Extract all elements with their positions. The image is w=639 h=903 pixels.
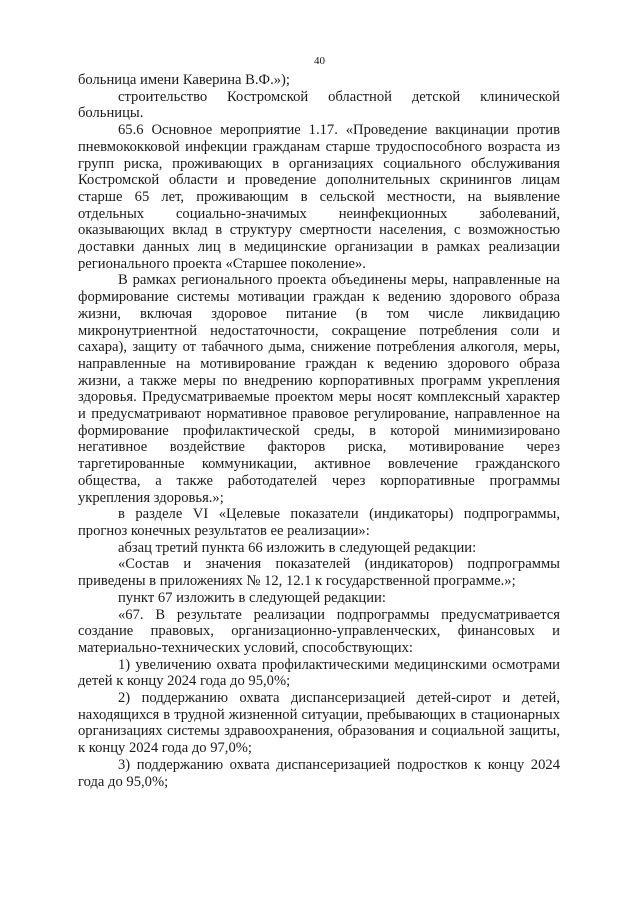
page-number: 40 — [314, 55, 325, 67]
paragraph: В рамках регионального проекта объединены меры, направленные на формирование системы мотивации граждан к ведению здорового образа жизни, включая здоровое питание (в том числе ликвидацию микронутриентной недостаточности, сокращение потребления соли и сахара), защиту от табачного дыма, снижение потребления алкоголя, меры, направленные на мотивирование граждан к ведению здорового образа жизни, а также меры по внедрению корпоративных программ укрепления здоровья. Предусматриваемые проектом меры носят комплексный характер и предусматривают нормативное правовое регулирование, направленное на формирование профилактической среды, в которой минимизировано негативное воздействие факторов риска, мотивирование через таргетированные коммуникации, активное вовлечение гражданского общества, а также работодателей через корпоративные программы укрепления здоровья.»; — [78, 272, 560, 506]
paragraph: в разделе VI «Целевые показатели (индикаторы) подпрограммы, прогноз конечных результатов ее реализации»: — [78, 506, 560, 539]
list-item: 3) поддержанию охвата диспансеризацией подростков к концу 2024 года до 95,0%; — [78, 756, 560, 790]
paragraph: «Состав и значения показателей (индикаторов) подпрограммы приведены в приложениях № 12, 12.1 к государственной программе.»; — [78, 556, 560, 590]
paragraph: «67. В результате реализации подпрограммы предусматривается создание правовых, организационно-управленческих, финансовых и материально-технических условий, способствующих: — [78, 606, 560, 656]
paragraph: строительство Костромской областной детской клинической больницы. — [78, 88, 560, 122]
paragraph: 65.6 Основное мероприятие 1.17. «Проведение вакцинации против пневмококковой инфекции гражданам старше трудоспособного возраста из групп риска, проживающих в организациях социального обслуживания Костромской области и проведение дополнительных скринингов лицам старше 65 лет, проживающим в сельской местности, на выявление отдельных социально-значимых неинфекционных заболеваний, оказывающих вклад в структуру смертности населения, с возможностью доставки данных лиц в медицинские организации в рамках реализации регионального проекта «Старшее поколение». — [78, 122, 560, 272]
list-item: 2) поддержанию охвата диспансеризацией детей-сирот и детей, находящихся в трудной жизненной ситуации, пребывающих в стационарных организациях системы здравоохранения, образования и социальной защиты, к концу 2024 года до 97,0%; — [78, 690, 560, 757]
document-body — [78, 72, 560, 790]
paragraph: абзац третий пункта 66 изложить в следующей редакции: — [118, 539, 477, 556]
paragraph: больница имени Каверина В.Ф.»); — [78, 72, 290, 88]
paragraph: пункт 67 изложить в следующей редакции: — [118, 589, 386, 606]
list-item: 1) увеличению охвата профилактическими медицинскими осмотрами детей к концу 2024 года до 95,0%; — [78, 656, 560, 690]
